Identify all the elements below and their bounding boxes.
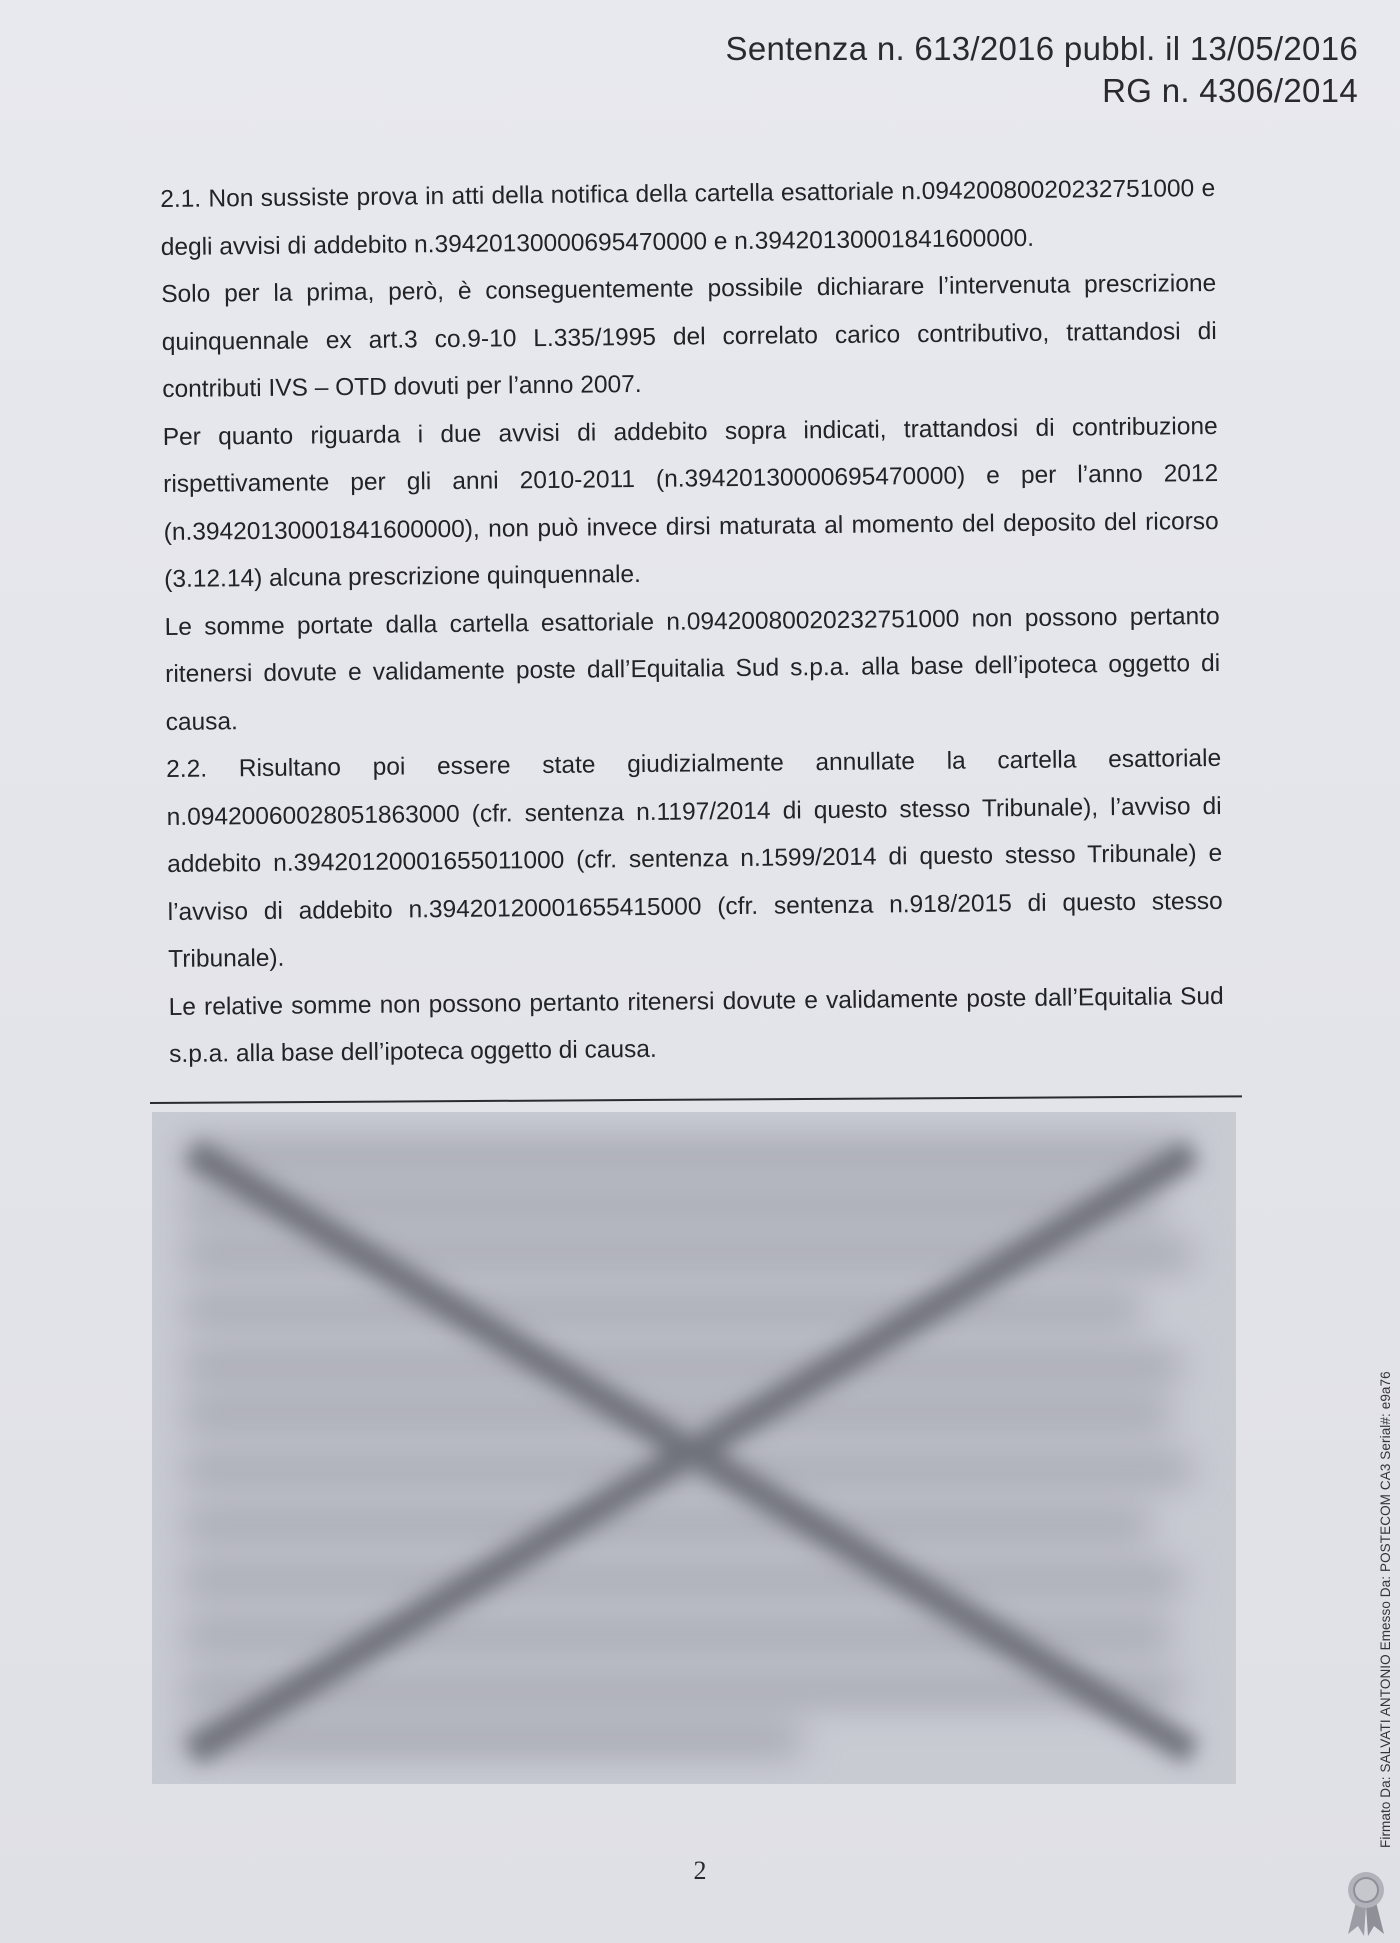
redacted-area	[152, 1112, 1236, 1784]
seal-ribbon-icon	[1342, 1868, 1390, 1938]
redaction-cross	[152, 1112, 1236, 1784]
paragraph: Le relative somme non possono pertanto ritenersi dovute e validamente poste dall’Equitalia Sud s.p.a. alla base dell’ipoteca oggetto di causa.	[168, 982, 1224, 1068]
document-body	[160, 165, 1224, 1078]
paragraph: 2.2. Risultano poi essere state giudizialmente annullate la cartella esattoriale n.09420060028051863000 (cfr. sentenza n.1197/2014 di questo stesso Tribunale), l’avviso di addebito n.39420120001655011000 (cfr. sentenza n.1599/2014 di questo stesso Tribunale) e l’avviso di addebito n.39420120001655415000 (cfr. sentenza n.918/2015 di questo stesso Tribunale).	[166, 744, 1223, 973]
paragraph: Le somme portate dalla cartella esattoriale n.09420080020232751000 non possono pertanto ritenersi dovute e validamente poste dall’Equitalia Sud s.p.a. alla base dell’ipoteca oggetto di causa.	[164, 602, 1221, 736]
paragraph: Solo per la prima, però, è conseguentemente possibile dichiarare l’intervenuta prescrizione quinquennale ex art.3 co.9-10 L.335/1995 del correlato carico contributivo, trattandosi di contributi IVS – OTD dovuti per l’anno 2007.	[161, 269, 1217, 403]
paragraph: 2.1. Non sussiste prova in atti della notifica della cartella esattoriale n.09420080020232751000 e degli avvisi di addebito n.39420130000695470000 e n.39420130001841600000.	[160, 174, 1216, 261]
page-number: 2	[693, 1856, 707, 1885]
case-number: RG n. 4306/2014	[1102, 72, 1358, 109]
sentence-reference: Sentenza n. 613/2016 pubbl. il 13/05/2016	[725, 30, 1358, 67]
document-header	[726, 28, 1358, 112]
separator-line	[150, 1095, 1242, 1104]
paragraph: Per quanto riguarda i due avvisi di addebito sopra indicati, trattandosi di contribuzione rispettivamente per gli anni 2010-2011 (n.39420130000695470000) e per l’anno 2012 (n.39420130001841600000), non può invece dirsi maturata al momento del deposito del ricorso (3.12.14) alcuna prescrizione quinquennale.	[162, 412, 1219, 593]
digital-signature-text: Firmato Da: SALVATI ANTONIO Emesso Da: POSTECOM CA3 Serial#: e9a76	[1378, 1371, 1393, 1848]
